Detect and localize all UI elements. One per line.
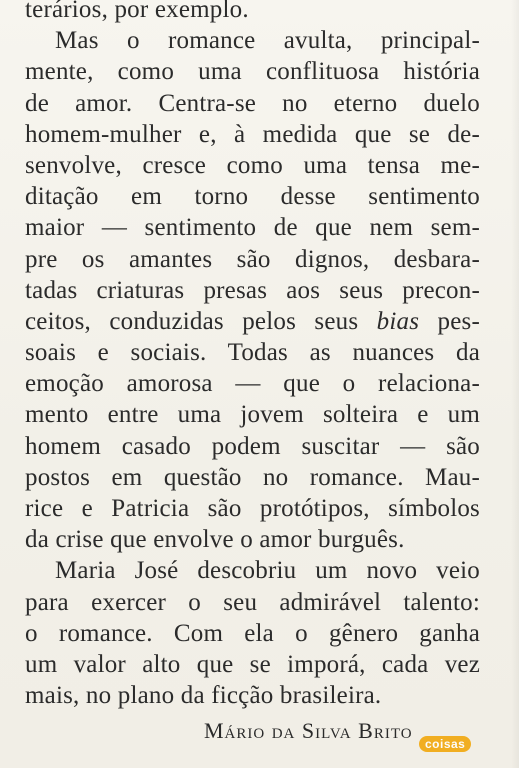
paragraph-line: Maria José descobriu um novo veio <box>55 557 480 585</box>
paragraph-line: mento entre uma jovem solteira e um <box>25 401 480 429</box>
author-signature: Mário da Silva Brito <box>204 718 413 743</box>
paragraph-line: o romance. Com ela o gênero ganha <box>25 619 480 647</box>
italic-word: bias <box>376 307 420 335</box>
paragraph-line: Mas o romance avulta, principal- <box>55 27 480 55</box>
paragraph-line: homem casado podem suscitar — são <box>25 432 480 460</box>
body-text <box>25 0 480 711</box>
paragraph-line: maior — sentimento de que nem sem- <box>25 214 480 242</box>
paragraph-line: de amor. Centra-se no eterno duelo <box>25 89 480 117</box>
paragraph-line: tadas criaturas presas aos seus precon- <box>25 276 480 304</box>
paragraph-line: rice e Patricia são protótipos, símbolos <box>25 495 480 522</box>
paragraph-line: ditação em torno desse sentimento <box>25 183 480 211</box>
paragraph-line: postos em questão no romance. Mau- <box>25 463 480 491</box>
paragraph-line: da crise que envolve o amor burguês. <box>25 526 405 554</box>
line-text: ceitos, conduzidas pelos seus <box>25 307 377 335</box>
paragraph-line: um valor alto que se imporá, cada vez <box>25 650 480 678</box>
paragraph-line: para exercer o seu admirável talento: <box>25 588 480 616</box>
paragraph-line: pre os amantes são dignos, desbara- <box>25 245 480 273</box>
line-text: pes- <box>419 307 480 335</box>
paragraph-line: homem-mulher e, à medida que se de- <box>25 120 480 148</box>
paragraph-line <box>25 306 480 337</box>
paragraph-line: mais, no plano da ficção brasileira. <box>25 682 382 710</box>
watermark-badge: coisas <box>419 736 471 752</box>
paragraph-tail-line: terários, por exemplo. <box>25 0 249 23</box>
paragraph-line: mente, como uma conflituosa história <box>25 58 480 86</box>
paragraph-line: senvolve, cresce como uma tensa me- <box>25 151 480 179</box>
page-edge-shadow <box>511 0 519 768</box>
paragraph-line: soais e sociais. Todas as nuances da <box>25 339 480 367</box>
paragraph-line: emoção amorosa — que o relaciona- <box>25 370 480 398</box>
